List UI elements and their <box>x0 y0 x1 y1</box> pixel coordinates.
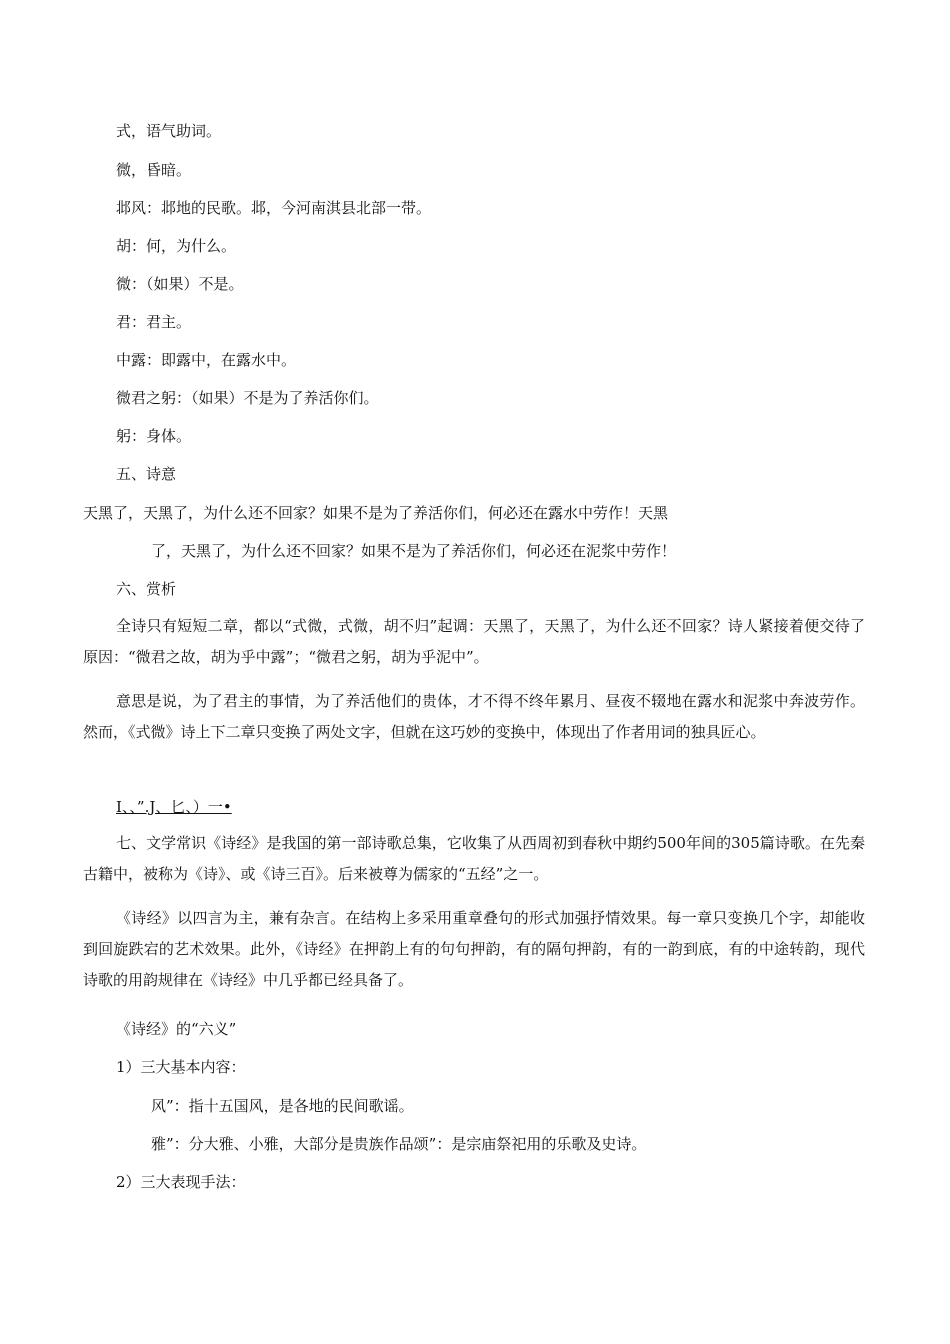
basic-content-title: 1）三大基本内容： <box>116 1058 246 1076</box>
appreciation-paragraph-1: 全诗只有短短二章，都以“式微，式微，胡不归”起调：天黑了，天黑了，为什么还不回家？诗人紧接着便交待了原因：“微君之故，胡为乎中露”；“微君之躬，胡为乎泥中”。 <box>83 617 865 666</box>
ya-song-definition: 雅”：分大雅、小雅，大部分是贵族作品颂”：是宗庙祭祀用的乐歌及史诗。 <box>151 1135 647 1153</box>
note-weijunzhigong: 微君之躬：（如果）不是为了养活你们。 <box>116 389 379 407</box>
note-gong: 躬：身体。 <box>116 427 192 445</box>
note-zhonglu: 中露：即露中，在露水中。 <box>116 351 297 369</box>
note-shi: 式，语气助词。 <box>116 122 222 140</box>
garbled-text: I、、”.J、匕、）一• <box>116 798 232 816</box>
section-5-heading: 五、诗意 <box>116 465 177 483</box>
note-beifeng: 邶风：邶地的民歌。邶，今河南淇县北部一带。 <box>116 199 432 217</box>
techniques-title: 2）三大表现手法： <box>116 1173 246 1191</box>
poem-meaning-line-1: 天黑了，天黑了，为什么还不回家？如果不是为了养活你们，何必还在露水中劳作！天黑 <box>83 504 669 522</box>
note-jun: 君：君主。 <box>116 313 192 331</box>
feng-definition: 风”：指十五国风，是各地的民间歌谣。 <box>151 1097 414 1115</box>
literary-knowledge-paragraph-1: 七、文学常识《诗经》是我国的第一部诗歌总集，它收集了从西周初到春秋中期约500年间的305篇诗歌。在先秦古籍中，被称为《诗》、或《诗三百》。后来被尊为儒家的“五经”之一。 <box>83 834 865 883</box>
liuyi-title: 《诗经》的“六义” <box>116 1020 237 1038</box>
poem-meaning-line-2: 了，天黑了，为什么还不回家？如果不是为了养活你们，何必还在泥浆中劳作！ <box>151 542 677 560</box>
note-wei: 微，昏暗。 <box>116 161 192 179</box>
literary-knowledge-paragraph-2: 《诗经》以四言为主，兼有杂言。在结构上多采用重章叠句的形式加强抒情效果。每一章只变换几个字，却能收到回旋跌宕的艺术效果。此外，《诗经》在押韵上有的句句押韵，有的隔句押韵，有的一韵到底，有的中途转韵，现代诗歌的用韵规律在《诗经》中几乎都已经具备了。 <box>83 909 865 989</box>
section-6-heading: 六、赏析 <box>116 580 177 598</box>
note-hu: 胡：何，为什么。 <box>116 237 237 255</box>
note-wei-ruguo: 微：（如果）不是。 <box>116 275 244 293</box>
appreciation-paragraph-2: 意思是说，为了君主的事情，为了养活他们的贵体，才不得不终年累月、昼夜不辍地在露水和泥浆中奔波劳作。然而，《式微》诗上下二章只变换了两处文字，但就在这巧妙的变换中，体现出了作者用词的独具匠心。 <box>83 692 865 741</box>
